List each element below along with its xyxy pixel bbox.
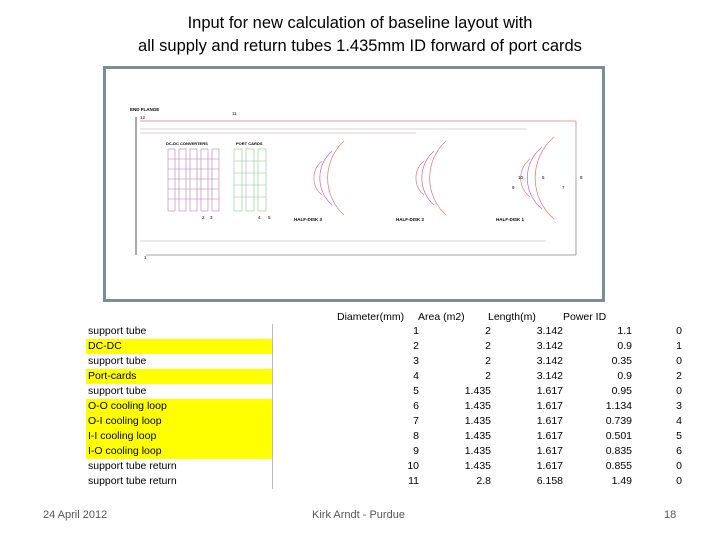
length-value: 0.35 [611, 355, 632, 367]
area-value: 1.617 [536, 430, 563, 442]
diameter-value: 1.435 [464, 445, 491, 457]
row-number: 8 [413, 430, 419, 442]
footer-author: Kirk Arndt - Purdue [312, 509, 405, 521]
half-disk-3 [314, 141, 344, 215]
table-row [86, 324, 682, 339]
power-id-value: 0 [676, 460, 682, 472]
label-9: 9 [512, 185, 515, 190]
power-id-value: 4 [676, 415, 682, 427]
power-id-value: 0 [676, 475, 682, 487]
half-disk-3-label: HALF-DISK 3 [294, 217, 322, 222]
length-value: 0.855 [605, 460, 632, 472]
area-value: 1.617 [536, 415, 563, 427]
table-row [86, 474, 682, 489]
diameter-value: 2 [485, 340, 491, 352]
header-length: Length(m) [488, 311, 536, 323]
power-id-value: 6 [676, 445, 682, 457]
diameter-value: 1.435 [464, 400, 491, 412]
row-number: 3 [413, 355, 419, 367]
footer-date: 24 April 2012 [43, 509, 108, 521]
row-number: 11 [408, 475, 419, 487]
row-label: Port-cards [88, 370, 137, 382]
label-4: 4 [258, 215, 261, 220]
half-disk-2-label: HALF-DISK 2 [396, 217, 424, 222]
diameter-value: 1.435 [464, 430, 491, 442]
table-row [86, 384, 682, 399]
label-6: 6 [542, 175, 545, 180]
layout-diagram-svg [106, 69, 602, 299]
page-number: 18 [664, 509, 677, 521]
label-7: 7 [562, 185, 565, 190]
diameter-value: 1.435 [464, 385, 491, 397]
length-value: 0.9 [617, 340, 632, 352]
length-value: 1.1 [617, 325, 632, 337]
diameter-value: 2 [485, 355, 491, 367]
area-value: 1.617 [536, 400, 563, 412]
port-cards-block [234, 149, 266, 211]
title-line-1: Input for new calculation of baseline layout with [187, 14, 533, 32]
row-label: I-O cooling loop [88, 445, 162, 457]
half-disk-1 [521, 137, 554, 219]
power-id-value: 5 [676, 430, 682, 442]
area-value: 3.142 [536, 355, 563, 367]
power-id-value: 3 [676, 400, 682, 412]
power-id-value: 2 [676, 370, 682, 382]
table-row [86, 444, 682, 459]
table-divider [272, 324, 273, 489]
area-value: 1.617 [536, 385, 563, 397]
length-value: 0.835 [605, 445, 632, 457]
row-number: 5 [413, 385, 419, 397]
power-id-value: 0 [676, 385, 682, 397]
half-disk-1-label: HALF-DISK 1 [496, 217, 524, 222]
power-id-value: 0 [676, 325, 682, 337]
length-value: 0.501 [605, 430, 632, 442]
diameter-value: 2 [485, 325, 491, 337]
row-number: 7 [413, 415, 419, 427]
diameter-value: 1.435 [464, 415, 491, 427]
length-value: 0.739 [605, 415, 632, 427]
header-area: Area (m2) [418, 311, 465, 323]
table-row [86, 354, 682, 369]
row-label: O-O cooling loop [88, 400, 167, 412]
area-value: 6.158 [536, 475, 563, 487]
area-value: 3.142 [536, 325, 563, 337]
row-number: 4 [413, 370, 419, 382]
label-10: 10 [518, 175, 524, 180]
label-2: 2 [202, 215, 205, 220]
table-row [86, 369, 682, 384]
row-number: 2 [413, 340, 419, 352]
row-label: DC-DC [88, 340, 122, 352]
length-value: 1.49 [611, 475, 632, 487]
header-power-id: Power ID [563, 311, 607, 323]
area-value: 1.617 [536, 460, 563, 472]
area-value: 1.617 [536, 445, 563, 457]
row-label: support tube [88, 355, 147, 367]
row-label: support tube return [88, 475, 177, 487]
label-12: 12 [140, 115, 146, 120]
length-value: 1.134 [605, 400, 632, 412]
label-3: 3 [210, 215, 213, 220]
slide-title [0, 12, 720, 58]
label-5: 5 [268, 215, 271, 220]
power-id-value: 1 [676, 340, 682, 352]
end-flange-label: END FLANGE [130, 107, 160, 112]
label-11: 11 [232, 111, 237, 116]
row-label: I-I cooling loop [88, 430, 157, 442]
row-label: support tube return [88, 460, 177, 472]
half-disk-2 [416, 141, 446, 215]
diameter-value: 2.8 [476, 475, 491, 487]
row-number: 10 [407, 460, 419, 472]
area-value: 3.142 [536, 340, 563, 352]
row-label: support tube [88, 325, 147, 337]
row-label: support tube [88, 385, 147, 397]
dcdc-converter-block [168, 149, 219, 211]
row-number: 6 [413, 400, 419, 412]
label-8: 8 [580, 175, 583, 180]
table-row [86, 429, 682, 444]
row-number: 9 [413, 445, 419, 457]
row-number: 1 [413, 325, 419, 337]
table-row [86, 459, 682, 474]
header-diameter: Diameter(mm) [337, 311, 405, 323]
power-id-value: 0 [676, 355, 682, 367]
diameter-value: 1.435 [464, 460, 491, 472]
row-label: O-I cooling loop [88, 415, 162, 427]
table-row [86, 414, 682, 429]
port-cards-label: PORT CARDS [236, 141, 263, 146]
table-row [86, 399, 682, 414]
layout-diagram [103, 66, 605, 302]
diameter-value: 2 [485, 370, 491, 382]
title-line-2: all supply and return tubes 1.435mm ID forward of port cards [138, 37, 582, 55]
table-row [86, 339, 682, 354]
length-value: 0.95 [611, 385, 632, 397]
length-value: 0.9 [617, 370, 632, 382]
dcdc-label: DC-DC CONVERTERS [166, 141, 208, 146]
label-1: 1 [144, 255, 147, 260]
area-value: 3.142 [536, 370, 563, 382]
